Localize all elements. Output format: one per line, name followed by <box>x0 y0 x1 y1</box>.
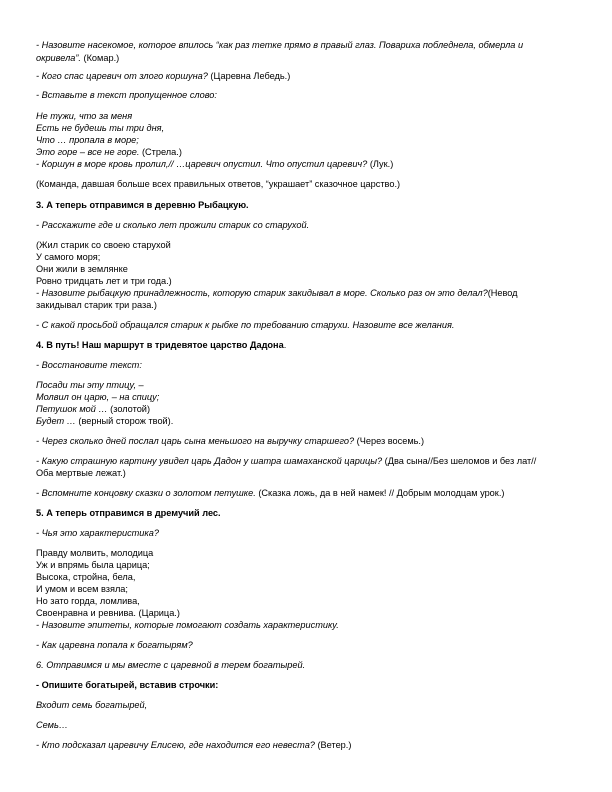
question-text: Не тужи, что за меня <box>36 111 133 121</box>
text-line <box>36 240 584 251</box>
answer-text: (Жил старик со своею старухой <box>36 240 171 250</box>
text-line <box>36 380 584 391</box>
text-line <box>36 620 584 631</box>
answer-text: (Команда, давшая больше всех правильных ответов, “украшает” сказочное царство.) <box>36 179 401 189</box>
question-text: - Коршун в море кровь пролил,// …царевич опустил. Что опустил царевич? <box>36 159 368 169</box>
text-line <box>36 456 584 467</box>
text-line <box>36 640 584 651</box>
text-line <box>36 488 584 499</box>
answer-text: (Сказка ложь, да в ней намек! // Добрым молодцам урок.) <box>255 488 505 498</box>
answer-text: Ровно тридцать лет и три года.) <box>36 276 172 286</box>
answer-text: (верный сторож твой). <box>75 416 174 426</box>
question-text: Входит семь богатырей, <box>36 700 148 710</box>
question-text: - Через сколько дней послал царь сына меньшого на выручку старшего? <box>36 436 355 446</box>
question-text: Будет … <box>36 416 76 426</box>
text-line <box>36 560 584 571</box>
answer-text: (Стрела.) <box>139 147 182 157</box>
answer-text: (Лук.) <box>367 159 394 169</box>
question-text: Посади ты эту птицу, – <box>36 380 144 390</box>
text-line <box>36 300 584 311</box>
section-heading: 5. А теперь отправимся в дремучий лес. <box>36 508 221 518</box>
text-line <box>36 720 584 731</box>
text-line <box>36 320 584 331</box>
question-text: Что … пропала в море; <box>36 135 139 145</box>
answer-text: И умом и всем взяла; <box>36 584 128 594</box>
answer-text: Но зато горда, ломлива, <box>36 596 140 606</box>
text-line <box>36 436 584 447</box>
text-line <box>36 179 584 190</box>
text-line <box>36 90 584 101</box>
answer-text: Правду молвить, молодица <box>36 548 154 558</box>
text-line <box>36 468 584 479</box>
text-line <box>36 135 584 146</box>
question-text: Есть не будешь ты три дня, <box>36 123 165 133</box>
question-text: - Кого спас царевич от злого коршуна? <box>36 71 208 81</box>
text-line <box>36 528 584 539</box>
question-text: - Какую страшную картину увидел царь Дадон у шатра шамаханской царицы? <box>36 456 383 466</box>
text-line <box>36 416 584 427</box>
answer-text: (Два сына//Без шеломов и без лат// <box>382 456 537 466</box>
text-line <box>36 71 584 82</box>
answer-text: (Ветер.) <box>314 740 352 750</box>
text-line <box>36 40 584 51</box>
question-text: Семь… <box>36 720 68 730</box>
question-text: - Как царевна попала к богатырям? <box>36 640 193 650</box>
answer-text: (золотой) <box>107 404 151 414</box>
text-line <box>36 572 584 583</box>
answer-text: (Комар.) <box>80 53 120 63</box>
text-line <box>36 392 584 403</box>
answer-text: закидывал старик три раза.) <box>36 300 157 310</box>
text-line <box>36 700 584 711</box>
answer-text: Своенравна и ревнива. (Царица.) <box>36 608 180 618</box>
text-line <box>36 288 584 299</box>
answer-text: Они жили в землянке <box>36 264 128 274</box>
text-line <box>36 360 584 371</box>
question-text: - Расскажите где и сколько лет прожили старик со старухой. <box>36 220 310 230</box>
question-text: - Назовите эпитеты, которые помогают создать характеристику. <box>36 620 339 630</box>
answer-text: (Царевна Лебедь.) <box>207 71 291 81</box>
answer-text: Оба мертвые лежат.) <box>36 468 126 478</box>
text-line <box>36 404 584 415</box>
text-line <box>36 147 584 158</box>
text-line <box>36 596 584 607</box>
text-line <box>36 53 584 64</box>
text-line <box>36 740 584 751</box>
text-line <box>36 584 584 595</box>
text-line <box>36 159 584 170</box>
text-line <box>36 680 584 691</box>
text-line <box>36 200 584 211</box>
answer-text: Уж и впрямь была царица; <box>36 560 150 570</box>
section-heading: 4. В путь! Наш маршрут в тридевятое царство Дадона <box>36 340 284 350</box>
text-line <box>36 608 584 619</box>
question-text: - Назовите насекомое, которое впилось “как раз тетке прямо в правый глаз. Повариха побледнела, обмерла и <box>36 40 524 50</box>
text-line <box>36 264 584 275</box>
section-heading: - Опишите богатырей, вставив строчки: <box>36 680 219 690</box>
question-text: 6. Отправимся и мы вместе с царевной в терем богатырей. <box>36 660 306 670</box>
text-line <box>36 220 584 231</box>
text-line <box>36 340 584 351</box>
question-text: Молвил он царю, – на спицу; <box>36 392 160 402</box>
answer-text: (Невод <box>487 288 518 298</box>
question-text: окривела”. <box>36 53 81 63</box>
question-text: Петушок мой … <box>36 404 108 414</box>
text-line <box>36 548 584 559</box>
text-line <box>36 276 584 287</box>
section-heading: 3. А теперь отправимся в деревню Рыбацкую. <box>36 200 249 210</box>
text-line <box>36 252 584 263</box>
question-text: - Вспомните концовку сказки о золотом петушке. <box>36 488 256 498</box>
answer-text: Высока, стройна, бела, <box>36 572 136 582</box>
question-text: Это горе – все не горе. <box>36 147 140 157</box>
text-line <box>36 508 584 519</box>
question-text: - С какой просьбой обращался старик к рыбке по требованию старухи. Назовите все желания. <box>36 320 455 330</box>
question-text: - Чья это характеристика? <box>36 528 159 538</box>
question-text: - Кто подсказал царевичу Елисею, где находится его невеста? <box>36 740 315 750</box>
answer-text: (Через восемь.) <box>354 436 425 446</box>
text-line <box>36 123 584 134</box>
answer-text: У самого моря; <box>36 252 101 262</box>
answer-text: . <box>283 340 287 350</box>
text-line <box>36 111 584 122</box>
question-text: - Вставьте в текст пропущенное слово: <box>36 90 217 100</box>
question-text: - Восстановите текст: <box>36 360 142 370</box>
question-text: - Назовите рыбацкую принадлежность, которую старик закидывал в море. Сколько раз он это делал? <box>36 288 488 298</box>
text-line <box>36 660 584 671</box>
